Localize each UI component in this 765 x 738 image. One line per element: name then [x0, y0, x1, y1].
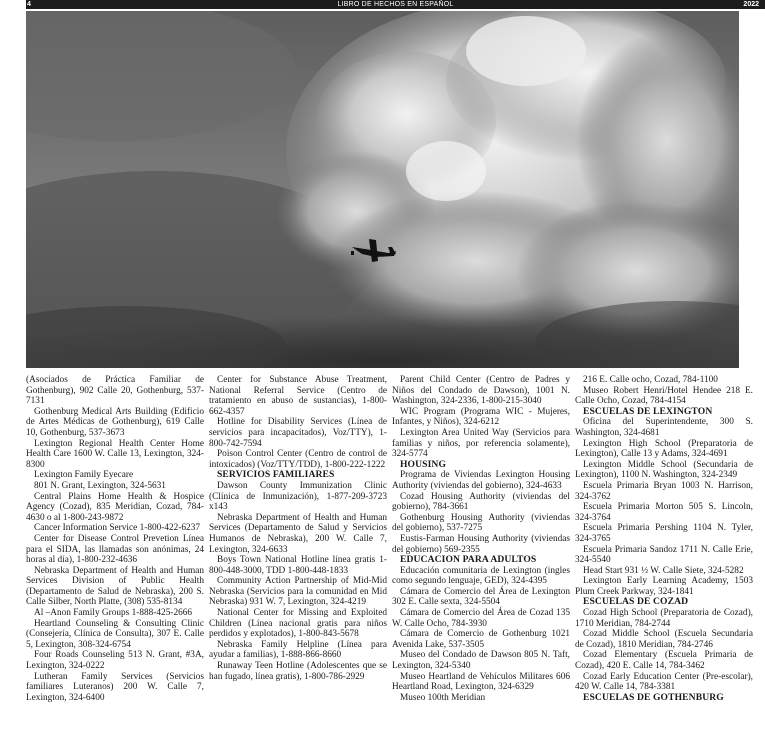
directory-entry: Heartland Counseling & Consulting Clinic (Consejería, Clínica de Consulta), 307 E. Calle 5, Lexington, 308-324-6754 — [26, 618, 204, 650]
directory-entry: Community Action Partnership of Mid-Mid Nebraska (Servicios para la comunidad en Mid Nebraska) 931 W. 7, Lexington, 324-4219 — [209, 576, 387, 608]
directory-entry: 801 N. Grant, Lexington, 324-5631 — [34, 480, 166, 491]
directory-columns — [26, 375, 759, 738]
cloud-airplane-photo — [26, 11, 739, 368]
section-heading: HOUSING — [400, 458, 447, 470]
photo-graphic — [26, 11, 739, 368]
directory-entry: Lutheran Family Services (Servicios familiares Luteranos) 200 W. Calle 7, Lexington, 324-6400 — [26, 671, 204, 703]
section-heading: ESCUELAS DE LEXINGTON — [583, 405, 713, 417]
directory-entry: National Center for Missing and Exploited Children (Línea nacional gratis para niños perdidos y explotados), 1-800-843-5678 — [209, 608, 387, 640]
column-4 — [575, 375, 753, 738]
directory-entry: Lexington High School (Preparatoria de Lexington), Calle 13 y Adams, 324-4691 — [575, 438, 753, 460]
directory-entry: Museo Robert Henri/Hotel Hendee 218 E. Calle Ocho, Cozad, 784-4154 — [575, 385, 753, 407]
directory-entry: Central Plains Home Health & Hospice Agency (Cozad), 835 Meridian, Cozad, 784-4630 o al 1-800-243-9872 — [26, 491, 204, 523]
directory-entry: Gothenburg Housing Authority (viviendas del gobierno), 537-7275 — [392, 512, 570, 534]
directory-entry: Lexington Early Learning Academy, 1503 Plum Creek Parkway, 324-1841 — [575, 576, 753, 597]
directory-entry: Cancer Information Service 1-800-422-6237 — [34, 523, 201, 534]
column-2 — [209, 375, 387, 738]
directory-entry: Lexington Middle School (Secundaria de Lexington), 1100 N. Washington, 324-2349 — [575, 459, 753, 481]
directory-entry: Head Start 931 ½ W. Calle Siete, 324-5282 — [583, 565, 744, 576]
section-heading: SERVICIOS FAMILIARES — [217, 469, 335, 481]
directory-entry: Lexington Area United Way (Servicios para familias y niños, por referencia solamente), 324-5774 — [392, 427, 570, 460]
page-number: 4 — [27, 1, 31, 8]
directory-entry: Nebraska Department of Health and Human Services (Departamento de Salud y Servicios Humanos de Nebraska), 200 W. Calle 7, Lexington, 324-6633 — [209, 512, 387, 555]
directory-entry: Cozad Elementary (Escuela Primaria de Cozad), 420 E. Calle 14, 784-3462 — [575, 650, 753, 672]
directory-entry: Escuela Primaria Bryan 1003 N. Harrison, 324-3762 — [575, 480, 753, 502]
directory-entry: Center for Disease Control Prevetion Línea para el SIDA, las llamadas son anónimas, 24 horas al día), 1-800-232-4636 — [26, 533, 204, 566]
directory-entry: Dawson County Immunization Clinic (Clínica de Inmunización), 1-877-209-3723 x143 — [209, 480, 387, 513]
directory-entry: Cozad Early Education Center (Pre-escolar), 420 W. Calle 14, 784-3381 — [575, 671, 753, 693]
column-1 — [26, 375, 204, 738]
directory-entry: WIC Program (Programa WIC - Mujeres, Infantes, y Niños), 324-6212 — [392, 406, 570, 428]
section-heading: ESCUELAS DE GOTHENBURG — [583, 691, 724, 703]
directory-entry: Parent Child Center (Centro de Padres y Niños del Condado de Dawson), 1001 N. Washington, 324-2336, 1-800-215-3040 — [392, 375, 570, 407]
directory-entry: Lexington Regional Health Center Home Health Care 1600 W. Calle 13, Lexington, 324-8300 — [26, 438, 204, 470]
directory-entry: Museo del Condado de Dawson 805 N. Taft, Lexington, 324-5340 — [392, 650, 570, 672]
directory-entry: Programa de Viviendas Lexington Housing Authority (viviendas del gobierno), 324-4633 — [392, 470, 570, 491]
directory-entry: (Asociados de Práctica Familiar de Gothenburg), 902 Calle 20, Gothenburg, 537-7131 — [26, 375, 204, 407]
directory-entry: Eustis-Farman Housing Authority (viviendas del gobierno) 569-2355 — [392, 533, 570, 555]
section-heading: ESCUELAS DE COZAD — [583, 596, 689, 608]
directory-entry: Poison Control Center (Centro de control de intoxicados) (Voz/TTY/TDD), 1-800-222-1222 — [209, 449, 387, 470]
directory-entry: Cozad High School (Preparatoria de Cozad), 1710 Meridian, 784-2744 — [575, 608, 753, 629]
directory-entry: Nebraska Family Helpline (Línea para ayudar a familias), 1-888-866-8660 — [209, 639, 387, 661]
section-heading: EDUCACION PARA ADULTOS — [400, 554, 537, 566]
directory-entry: Center for Substance Abuse Treatment, National Referral Service (Centro de tratamiento en abuso de sustancias), 1-800-662-4357 — [209, 375, 387, 417]
publication-title: LIBRO DE HECHOS EN ESPAÑOL — [337, 1, 454, 8]
directory-entry: Cámara de Comercio de Gothenburg 1021 Avenida Lake, 537-3505 — [392, 629, 570, 650]
page-header — [26, 0, 765, 9]
directory-entry: 216 E. Calle ocho, Cozad, 784-1100 — [583, 375, 718, 385]
directory-entry: Museo Heartland de Vehículos Militares 606 Heartland Road, Lexington, 324-6329 — [392, 671, 570, 693]
directory-entry: Cozad Middle School (Escuela Secundaria de Cozad), 1810 Meridian, 784-2746 — [575, 629, 753, 650]
directory-entry: Hotline for Disability Services (Línea de servicios para incapacitados), Voz/TTY), 1-800-742-7594 — [209, 417, 387, 449]
directory-entry: Runaway Teen Hotline (Adolescentes que se han fugado, línea gratis), 1-800-786-2929 — [209, 661, 387, 682]
directory-entry: Cámara de Comercio del Área de Cozad 135 W. Calle Ocho, 784-3930 — [392, 608, 570, 629]
publication-year: 2022 — [743, 1, 759, 8]
directory-entry: Cozad Housing Authority (viviendas del gobierno), 784-3661 — [392, 491, 570, 513]
directory-entry: Four Roads Counseling 513 N. Grant, #3A, Lexington, 324-0222 — [26, 650, 204, 672]
directory-entry: Al –Anon Family Groups 1-888-425-2666 — [34, 608, 193, 619]
directory-entry: Escuela Primaria Morton 505 S. Lincoln, 324-3764 — [575, 502, 753, 523]
directory-entry: Escuela Primaria Sandoz 1711 N. Calle Erie, 324-5540 — [575, 544, 753, 566]
directory-entry: Museo 100th Meridian — [400, 692, 486, 703]
directory-entry: Oficina del Superintendente, 300 S. Washington, 324-4681 — [575, 417, 753, 438]
column-3 — [392, 375, 570, 738]
directory-entry: Escuela Primaria Pershing 1104 N. Tyler, 324-3765 — [575, 523, 753, 544]
directory-entry: Boys Town National Hotline línea gratis 1-800-448-3000, TDD 1-800-448-1833 — [209, 555, 387, 576]
directory-entry: Educación comunitaria de Lexington (ingles como segundo lenguaje, GED), 324-4395 — [392, 565, 570, 587]
directory-entry: Cámara de Comercio del Área de Lexington 302 E. Calle sexta, 324-5504 — [392, 586, 570, 608]
directory-entry: Lexington Family Eyecare — [34, 470, 134, 481]
directory-entry: Nebraska Department of Health and Human Services Division of Public Health (Departamento de Salud de Nebraska), 200 S. Calle Silber, North Platte, (308) 535-8134 — [26, 565, 204, 608]
directory-entry: Gothenburg Medical Arts Building (Edificio de Artes Médicas de Gothenburg), 619 Calle 10, Gothenburg, 537-3673 — [26, 406, 204, 438]
